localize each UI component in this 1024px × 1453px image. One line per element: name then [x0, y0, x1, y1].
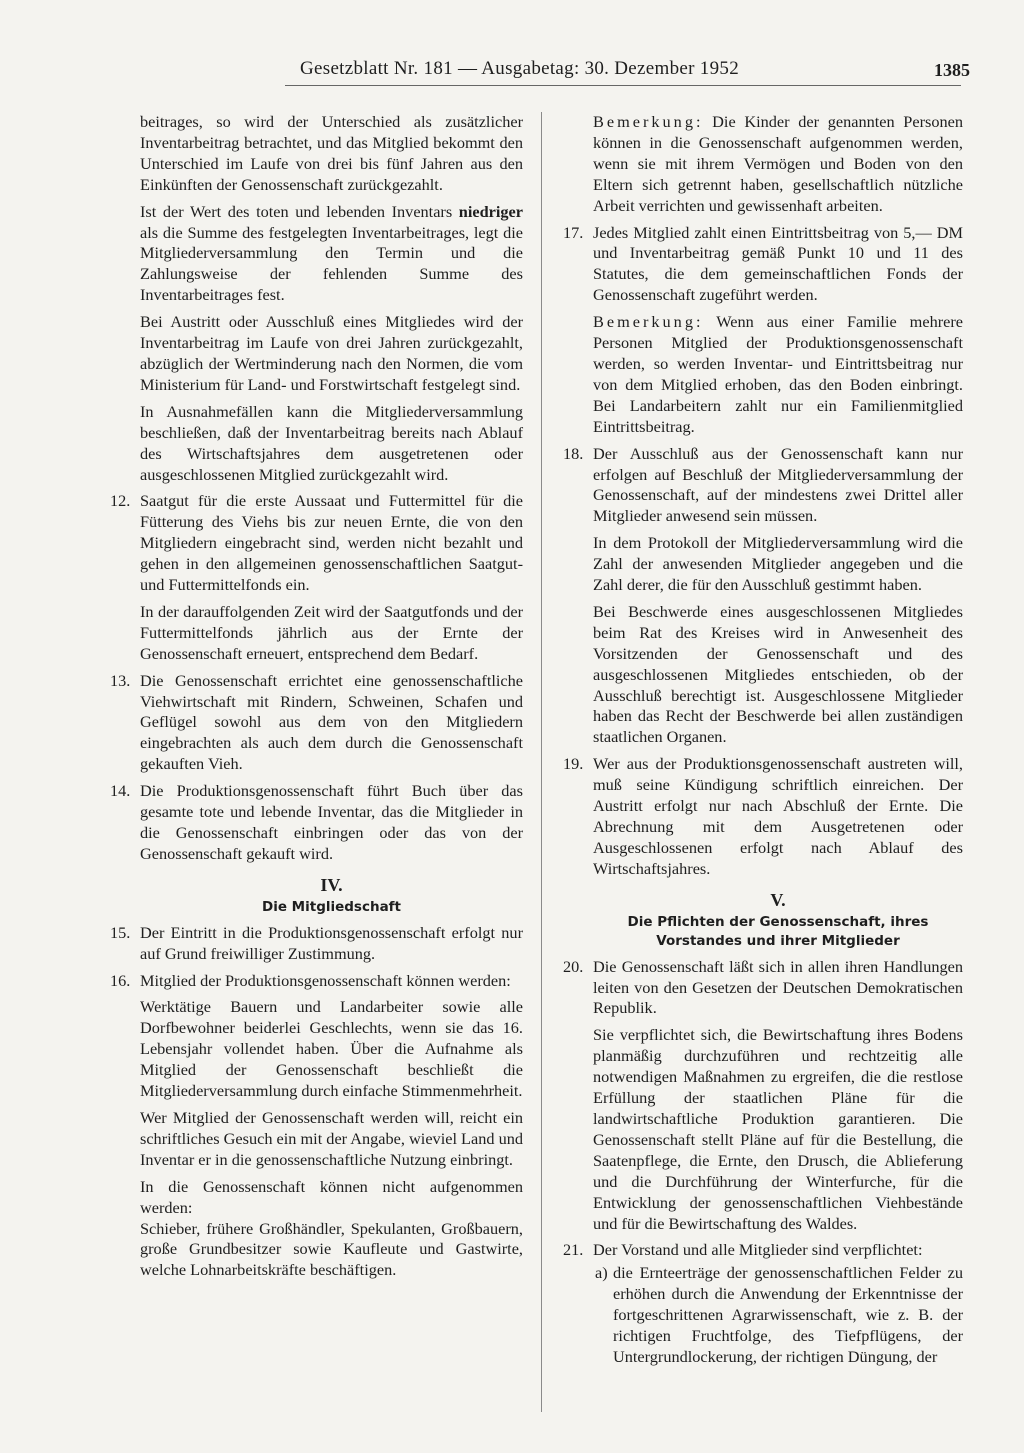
clause-19	[563, 754, 963, 879]
clause-number: 15.	[110, 922, 131, 942]
clause-number: 18.	[563, 443, 584, 463]
paragraph-niedriger	[140, 202, 523, 307]
clause-text: Wer aus der Produktionsgenossenschaft austreten will, muß seine Kündigung schriftlich einreichen. Der Austritt erfolgt nur nach Abschluß der Ernte. Die Abrechnung mit dem Ausgetretenen oder Ausgeschlossenen erfolgt nach Ablauf des Wirtschaftsjahres.	[593, 754, 963, 878]
clause-text: Die Genossenschaft läßt sich in allen ihren Handlungen leiten von den Gesetzen der Deutschen Demokratischen Republik.	[593, 956, 963, 1018]
clause-number: 12.	[110, 491, 131, 511]
clause-13	[110, 671, 523, 776]
paragraph-ausnahme: In Ausnahmefällen kann die Mitgliederversammlung beschließen, daß der Inventarbeitrag bereits nach Ablauf des Wirtschaftsjahres dem ausgetretenen oder ausgeschlossenen Mitglied zurückgezahlt wird.	[140, 401, 523, 484]
emphasis-niedriger: niedriger	[458, 201, 523, 221]
clause-12-paragraph: In der darauffolgenden Zeit wird der Saatgutfonds und der Futtermittelfonds jährlich aus der Ernte der Genossenschaft erneuert, entsprechend dem Bedarf.	[140, 601, 523, 663]
header-rule	[285, 85, 961, 86]
paragraph-austritt: Bei Austritt oder Ausschluß eines Mitgliedes wird der Inventarbeitrag im Laufe von drei Jahren zurückgezahlt, abzüglich der Wertminderung nach den Normen, die vom Ministerium für Land- und Forstwirtschaft festgelegt sind.	[140, 312, 523, 394]
left-column	[110, 112, 523, 1287]
column-divider	[541, 112, 542, 1412]
clause-20-paragraph: Sie verpflichtet sich, die Bewirtschaftung ihres Bodens planmäßig durchzuführen und rechtzeitig alle notwendigen Maßnahmen zu ergreifen, die die restlose Erfüllung der staatlichen Pläne für die landwirtschaftliche Produktion garantieren. Die Genossenschaft stellt Pläne auf für die Bestellung, die Saatenpflege, die Ernte, den Drusch, die Ablieferung und die Durchführung der Winterfurche, für die Entwicklung der genossenschaftlichen Viehbestände und für die Bewirtschaftung des Waldes.	[593, 1025, 963, 1233]
page-number: 1385	[934, 60, 970, 80]
clause-16-paragraph: Wer Mitglied der Genossenschaft werden will, reicht ein schriftliches Gesuch ein mit der Angabe, wieviel Land und Inventar er in die genossenschaftliche Nutzung einbringt.	[140, 1107, 523, 1169]
remark-2	[593, 312, 963, 437]
clause-15	[110, 923, 523, 965]
remark-text: Die Kinder der genannten Personen können in die Genossenschaft aufgenommen werden, wenn sie mit ihrem Vermögen und Boden von den Eltern sich getrennt haben, gesellschaftlich nützliche Arbeit verrichten und gewissenhaft arbeiten.	[593, 112, 963, 215]
clause-18	[563, 444, 963, 528]
section-number: IV.	[320, 874, 343, 895]
clause-text: Jedes Mitglied zahlt einen Eintrittsbeitrag von 5,— DM und Inventarbeitrag gemäß Punkt 10 und 11 des Statutes, die dem gemeinschaftlichen Fonds der Genossenschaft zugeführt werden.	[593, 222, 963, 305]
clause-16	[110, 971, 523, 992]
clause-number: 14.	[110, 781, 131, 801]
clause-text: Die Produktionsgenossenschaft führt Buch über das gesamte tote und lebende Inventar, das die Mitglieder in die Genossenschaft einbringen oder das von der Genossenschaft gekauft wird.	[140, 781, 523, 863]
paragraph-text: Ist der Wert des toten und lebenden Inventars	[140, 201, 453, 221]
clause-16-paragraph: Schieber, frühere Großhändler, Spekulanten, Großbauern, große Grundbesitzer sowie Kaufleute und Gastwirte, welche Lohnarbeitskräfte beschäftigen.	[140, 1218, 523, 1280]
clause-14	[110, 781, 523, 865]
paragraph-text: als die Summe des festgelegten Inventarbeitrages, legt die Mitgliederversammlung den Termin und die Zahlungsweise der fehlenden Summe des Inventarbeitrages fest.	[140, 222, 523, 305]
clause-21-item-a	[563, 1263, 963, 1368]
clause-21	[563, 1240, 963, 1261]
clause-text: Saatgut für die erste Aussaat und Futtermittel für die Fütterung des Viehs bis zur neuen Ernte, die von den Mitgliedern eingebracht sind, werden nicht bezahlt und gehen in den allgemeinen genossenschaftlichen Saatgut- und Futtermittelfonds ein.	[140, 491, 523, 595]
clause-text: Mitglied der Produktionsgenossenschaft können werden:	[140, 970, 511, 990]
clause-16-paragraph: Werktätige Bauern und Landarbeiter sowie alle Dorfbewohner beiderlei Geschlechts, wenn sie das 16. Lebensjahr vollendet haben. Über die Aufnahme als Mitglied der Genossenschaft beschließt die Mitgliederversammlung durch einfache Stimmenmehrheit.	[140, 997, 523, 1101]
clause-20	[563, 957, 963, 1020]
section-number: V.	[770, 889, 786, 910]
paragraph-continued: beitrages, so wird der Unterschied als zusätzlicher Inventarbeitrag betrachtet, und das Mitglied bekommt den Unterschied im Laufe von drei bis fünf Jahren aus den Einkünften der Genossenschaft zurückgezahlt.	[140, 112, 523, 194]
right-column	[563, 112, 963, 1368]
clause-12	[110, 491, 523, 596]
clause-number: 13.	[110, 670, 131, 690]
clause-16-paragraph: In die Genossenschaft können nicht aufgenommen werden:	[140, 1176, 523, 1217]
remark-label: Bemerkung:	[593, 312, 704, 332]
item-text: die Ernteerträge der genossenschaftlichen Felder zu erhöhen durch die Anwendung der Erkenntnisse der fortgeschrittenen Agrarwissenschaft, wie z. B. der richtigen Fruchtfolge, des Tiefpflügens, der Untergrundlockerung, der richtigen Düngung, der	[613, 1263, 963, 1366]
header-title: Gesetzblatt Nr. 181 — Ausgabetag: 30. Dezember 1952	[300, 58, 739, 79]
clause-18-paragraph: In dem Protokoll der Mitgliederversammlung wird die Zahl der anwesenden Mitglieder angegeben und die Zahl derer, die für den Ausschluß gestimmt haben.	[593, 533, 963, 595]
remark-label: Bemerkung:	[593, 112, 704, 131]
remark-text: Wenn aus einer Familie mehrere Personen Mitglied der Produktionsgenossenschaft werden, so werden Inventar- und Eintrittsbeitrag nur von dem Mitglied erhoben, das den Boden einbringt. Bei Landarbeitern zahlt nur ein Familienmitglied Eintrittsbeitrag.	[593, 312, 964, 436]
clause-18-paragraph: Bei Beschwerde eines ausgeschlossenen Mitgliedes beim Rat des Kreises wird in Anwesenheit des Vorsitzenden der Genossenschaft und des ausgeschlossenen Mitgliedes entschieden, ob der Ausschluß berechtigt ist. Ausgeschlossene Mitglieder haben das Recht der Beschwerde bei allen zuständigen staatlichen Organen.	[593, 601, 963, 747]
clause-text: Die Genossenschaft errichtet eine genossenschaftliche Viehwirtschaft mit Rindern, Schweinen, Schafen und Geflügel sowohl aus dem von den Mitgliedern eingebrachten als auch dem durch die Genossenschaft gekauften Vieh.	[140, 670, 523, 774]
item-letter: a)	[595, 1263, 608, 1283]
clause-number: 16.	[110, 970, 131, 990]
section-title: Die Mitgliedschaft	[261, 898, 402, 915]
clause-text: Der Eintritt in die Produktionsgenossenschaft erfolgt nur auf Grund freiwilliger Zustimmung.	[140, 922, 523, 963]
clause-number: 17.	[563, 222, 584, 242]
clause-number: 19.	[563, 754, 584, 774]
remark-1	[593, 112, 963, 217]
clause-text: Der Vorstand und alle Mitglieder sind verpflichtet:	[593, 1240, 923, 1260]
clause-number: 20.	[563, 956, 584, 976]
clause-text: Der Ausschluß aus der Genossenschaft kann nur erfolgen auf Beschluß der Mitgliederversammlung der Genossenschaft, auf der mindestens zwei Drittel aller Mitglieder anwesend sein müssen.	[593, 443, 963, 526]
clause-17	[563, 223, 963, 307]
section-title: Die Pflichten der Genossenschaft, ihres Vorstandes und ihrer Mitglieder	[627, 913, 929, 949]
clause-number: 21.	[563, 1240, 584, 1260]
